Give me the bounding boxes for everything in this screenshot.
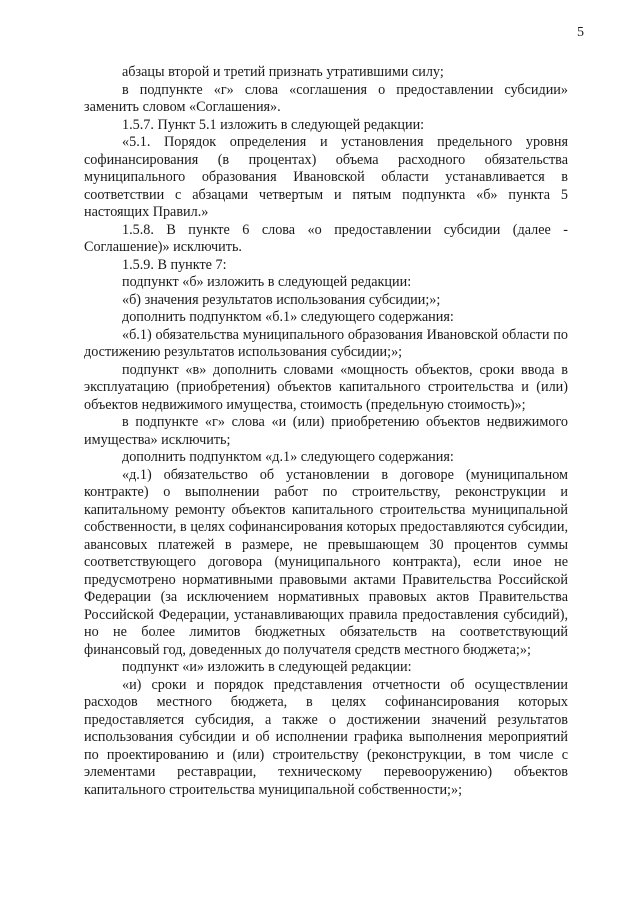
paragraph: в подпункте «г» слова «и (или) приобретению объектов недвижимого имущества» исключить; xyxy=(84,414,568,448)
paragraph: абзацы второй и третий признать утратившими силу; xyxy=(122,64,444,80)
paragraph: в подпункте «г» слова «соглашения о предоставлении субсидии» заменить словом «Соглашения». xyxy=(84,81,568,115)
paragraph: «д.1) обязательство об установлении в договоре (муниципальном контракте) о выполнении работ по строительству, реконструкции и капитальному ремонту объектов капитального строительства муниципальной собственности, в целях софинансирования которых предоставляются субсидии, авансовых платежей в размере, не превышающем 30 процентов суммы соответствующего договора (муниципального контракта), если иное не предусмотрено нормативными правовыми актами Правительства Российской Федерации (за исключением нормативных правовых актов Правительства Российской Федерации, устанавливающих правила предоставления субсидий), но не более лимитов бюджетных обязательств на соответствующий финансовый год, доведенных до получателя средств местного бюджета;»; xyxy=(84,466,568,658)
paragraph: 1.5.8. В пункте 6 слова «о предоставлении субсидии (далее - Соглашение)» исключить. xyxy=(84,221,568,255)
paragraph: подпункт «и» изложить в следующей редакции: xyxy=(122,659,412,675)
document-body xyxy=(84,64,568,799)
paragraph: дополнить подпунктом «б.1» следующего содержания: xyxy=(122,309,454,325)
paragraph: «и) сроки и порядок представления отчетности об осуществлении расходов местного бюджета, в целях софинансирования которых предоставляется субсидия, а также о достижении значений результатов использования субсидии и об исполнении графика выполнения мероприятий по проектированию и (или) строительству (реконструкции, в том числе с элементами реставрации, техническому перевооружению) объектов капитального строительства муниципальной собственности;»; xyxy=(84,676,568,798)
paragraph: 1.5.7. Пункт 5.1 изложить в следующей редакции: xyxy=(122,116,425,133)
paragraph: «б) значения результатов использования субсидии;»; xyxy=(122,291,441,308)
paragraph: дополнить подпунктом «д.1» следующего содержания: xyxy=(122,449,454,465)
paragraph: «5.1. Порядок определения и установления предельного уровня софинансирования (в процентах) объема расходного обязательства муниципального образования Ивановской области устанавливается в соответствии с абзацами четвертым и пятым подпункта «б» пункта 5 настоящих Правил.» xyxy=(84,134,568,220)
paragraph: подпункт «в» дополнить словами «мощность объектов, сроки ввода в эксплуатацию (приобретения) объектов капитального строительства и (или) объектов недвижимого имущества, стоимость (предельную стоимость)»; xyxy=(84,361,568,413)
paragraph: подпункт «б» изложить в следующей редакции: xyxy=(122,274,412,290)
paragraph: «б.1) обязательства муниципального образования Ивановской области по достижению результатов использования субсидии;»; xyxy=(84,326,568,360)
paragraph: 1.5.9. В пункте 7: xyxy=(122,256,227,273)
page-number: 5 xyxy=(577,25,584,40)
